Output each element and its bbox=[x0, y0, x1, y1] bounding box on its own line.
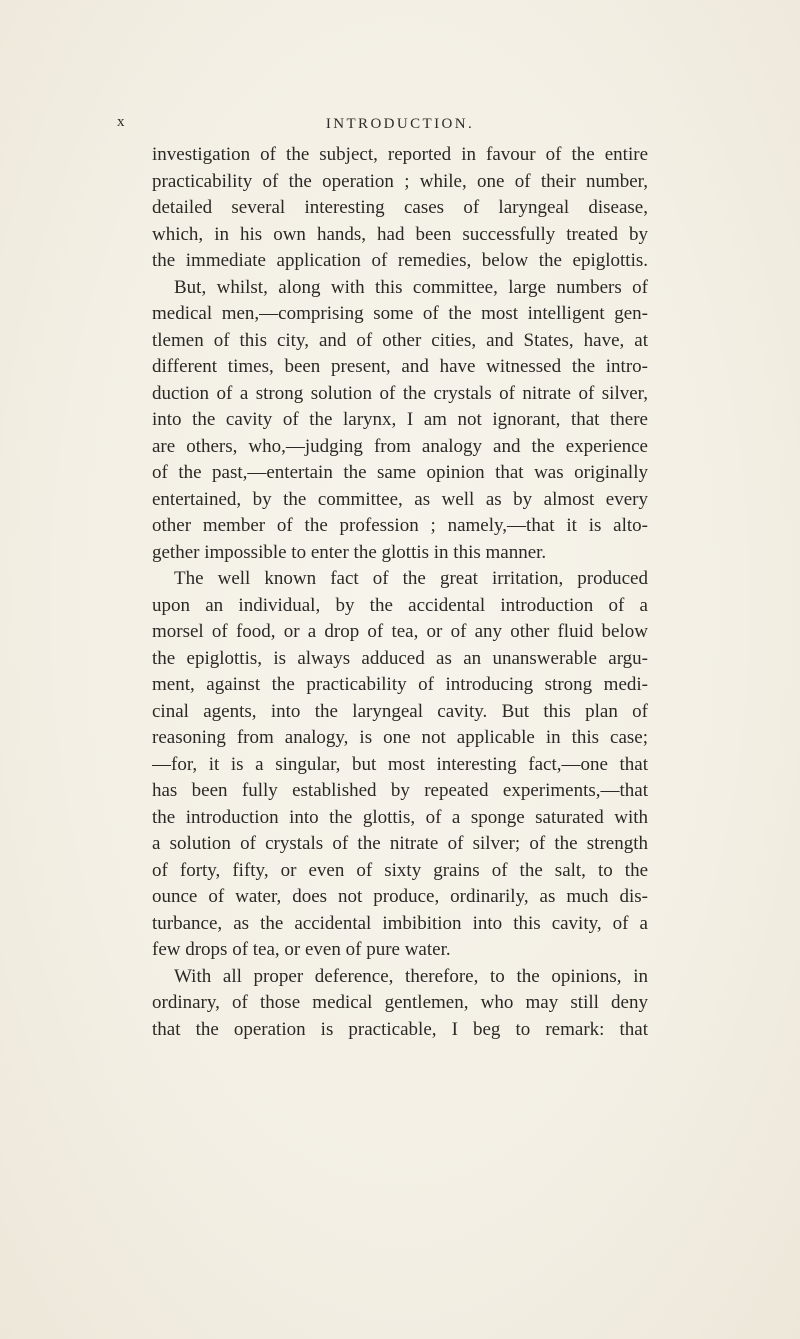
text-line: ordinary, of those medical gentlemen, who may still deny bbox=[152, 992, 648, 1013]
text-line: turbance, as the accidental imbibition into this cavity, of a bbox=[152, 912, 648, 934]
text-line: other member of the profession ; namely,—that it is alto- bbox=[152, 515, 648, 536]
text-line: tlemen of this city, and of other cities, and States, have, at bbox=[152, 329, 648, 351]
text-line: medical men,—comprising some of the most intelligent gen- bbox=[152, 303, 648, 324]
text-line: that the operation is practicable, I beg to remark: that bbox=[152, 1018, 648, 1040]
text-line: —for, it is a singular, but most interesting fact,—one that bbox=[152, 753, 648, 775]
text-line: into the cavity of the larynx, I am not ignorant, that there bbox=[152, 409, 648, 430]
text-line: entertained, by the committee, as well as by almost every bbox=[152, 488, 648, 510]
text-line: detailed several interesting cases of laryngeal disease, bbox=[152, 197, 648, 218]
text-line: a solution of crystals of the nitrate of silver; of the strength bbox=[152, 833, 648, 854]
text-line: are others, who,—judging from analogy and the experience bbox=[152, 435, 648, 457]
text-line: gether impossible to enter the glottis in this manner. bbox=[152, 541, 547, 563]
text-line: has been fully established by repeated experiments,—that bbox=[152, 780, 648, 801]
text-line: the introduction into the glottis, of a sponge saturated with bbox=[152, 806, 648, 828]
text-line: different times, been present, and have witnessed the intro- bbox=[152, 356, 648, 377]
text-line: reasoning from analogy, is one not applicable in this case; bbox=[152, 727, 648, 748]
text-line: of the past,—entertain the same opinion that was originally bbox=[152, 462, 648, 483]
text-line: the epiglottis, is always adduced as an unanswerable argu- bbox=[152, 647, 648, 669]
text-line: upon an individual, by the accidental introduction of a bbox=[152, 594, 648, 616]
running-head: INTRODUCTION. bbox=[325, 116, 475, 132]
text-line: investigation of the subject, reported in favour of the entire bbox=[152, 144, 648, 165]
text-line: duction of a strong solution of the crystals of nitrate of silver, bbox=[152, 382, 648, 404]
text-line: of forty, fifty, or even of sixty grains of the salt, to the bbox=[152, 859, 648, 881]
text-line: ment, against the practicability of introducing strong medi- bbox=[152, 674, 648, 695]
text-line: The well known fact of the great irritation, produced bbox=[174, 568, 648, 589]
page-header bbox=[0, 114, 800, 136]
text-line: which, in his own hands, had been successfully treated by bbox=[152, 223, 648, 245]
text-line: the immediate application of remedies, below the epiglottis. bbox=[152, 250, 648, 271]
text-line: few drops of tea, or even of pure water. bbox=[152, 939, 451, 960]
body-text bbox=[152, 142, 648, 1043]
text-line: cinal agents, into the laryngeal cavity. But this plan of bbox=[152, 700, 648, 722]
text-line: practicability of the operation ; while, one of their number, bbox=[152, 170, 648, 192]
text-line: morsel of food, or a drop of tea, or of any other fluid below bbox=[152, 621, 648, 642]
text-line: ounce of water, does not produce, ordinarily, as much dis- bbox=[152, 886, 648, 907]
text-line: With all proper deference, therefore, to the opinions, in bbox=[174, 965, 648, 987]
page-number: x bbox=[117, 114, 126, 130]
text-line: But, whilst, along with this committee, large numbers of bbox=[174, 276, 648, 298]
